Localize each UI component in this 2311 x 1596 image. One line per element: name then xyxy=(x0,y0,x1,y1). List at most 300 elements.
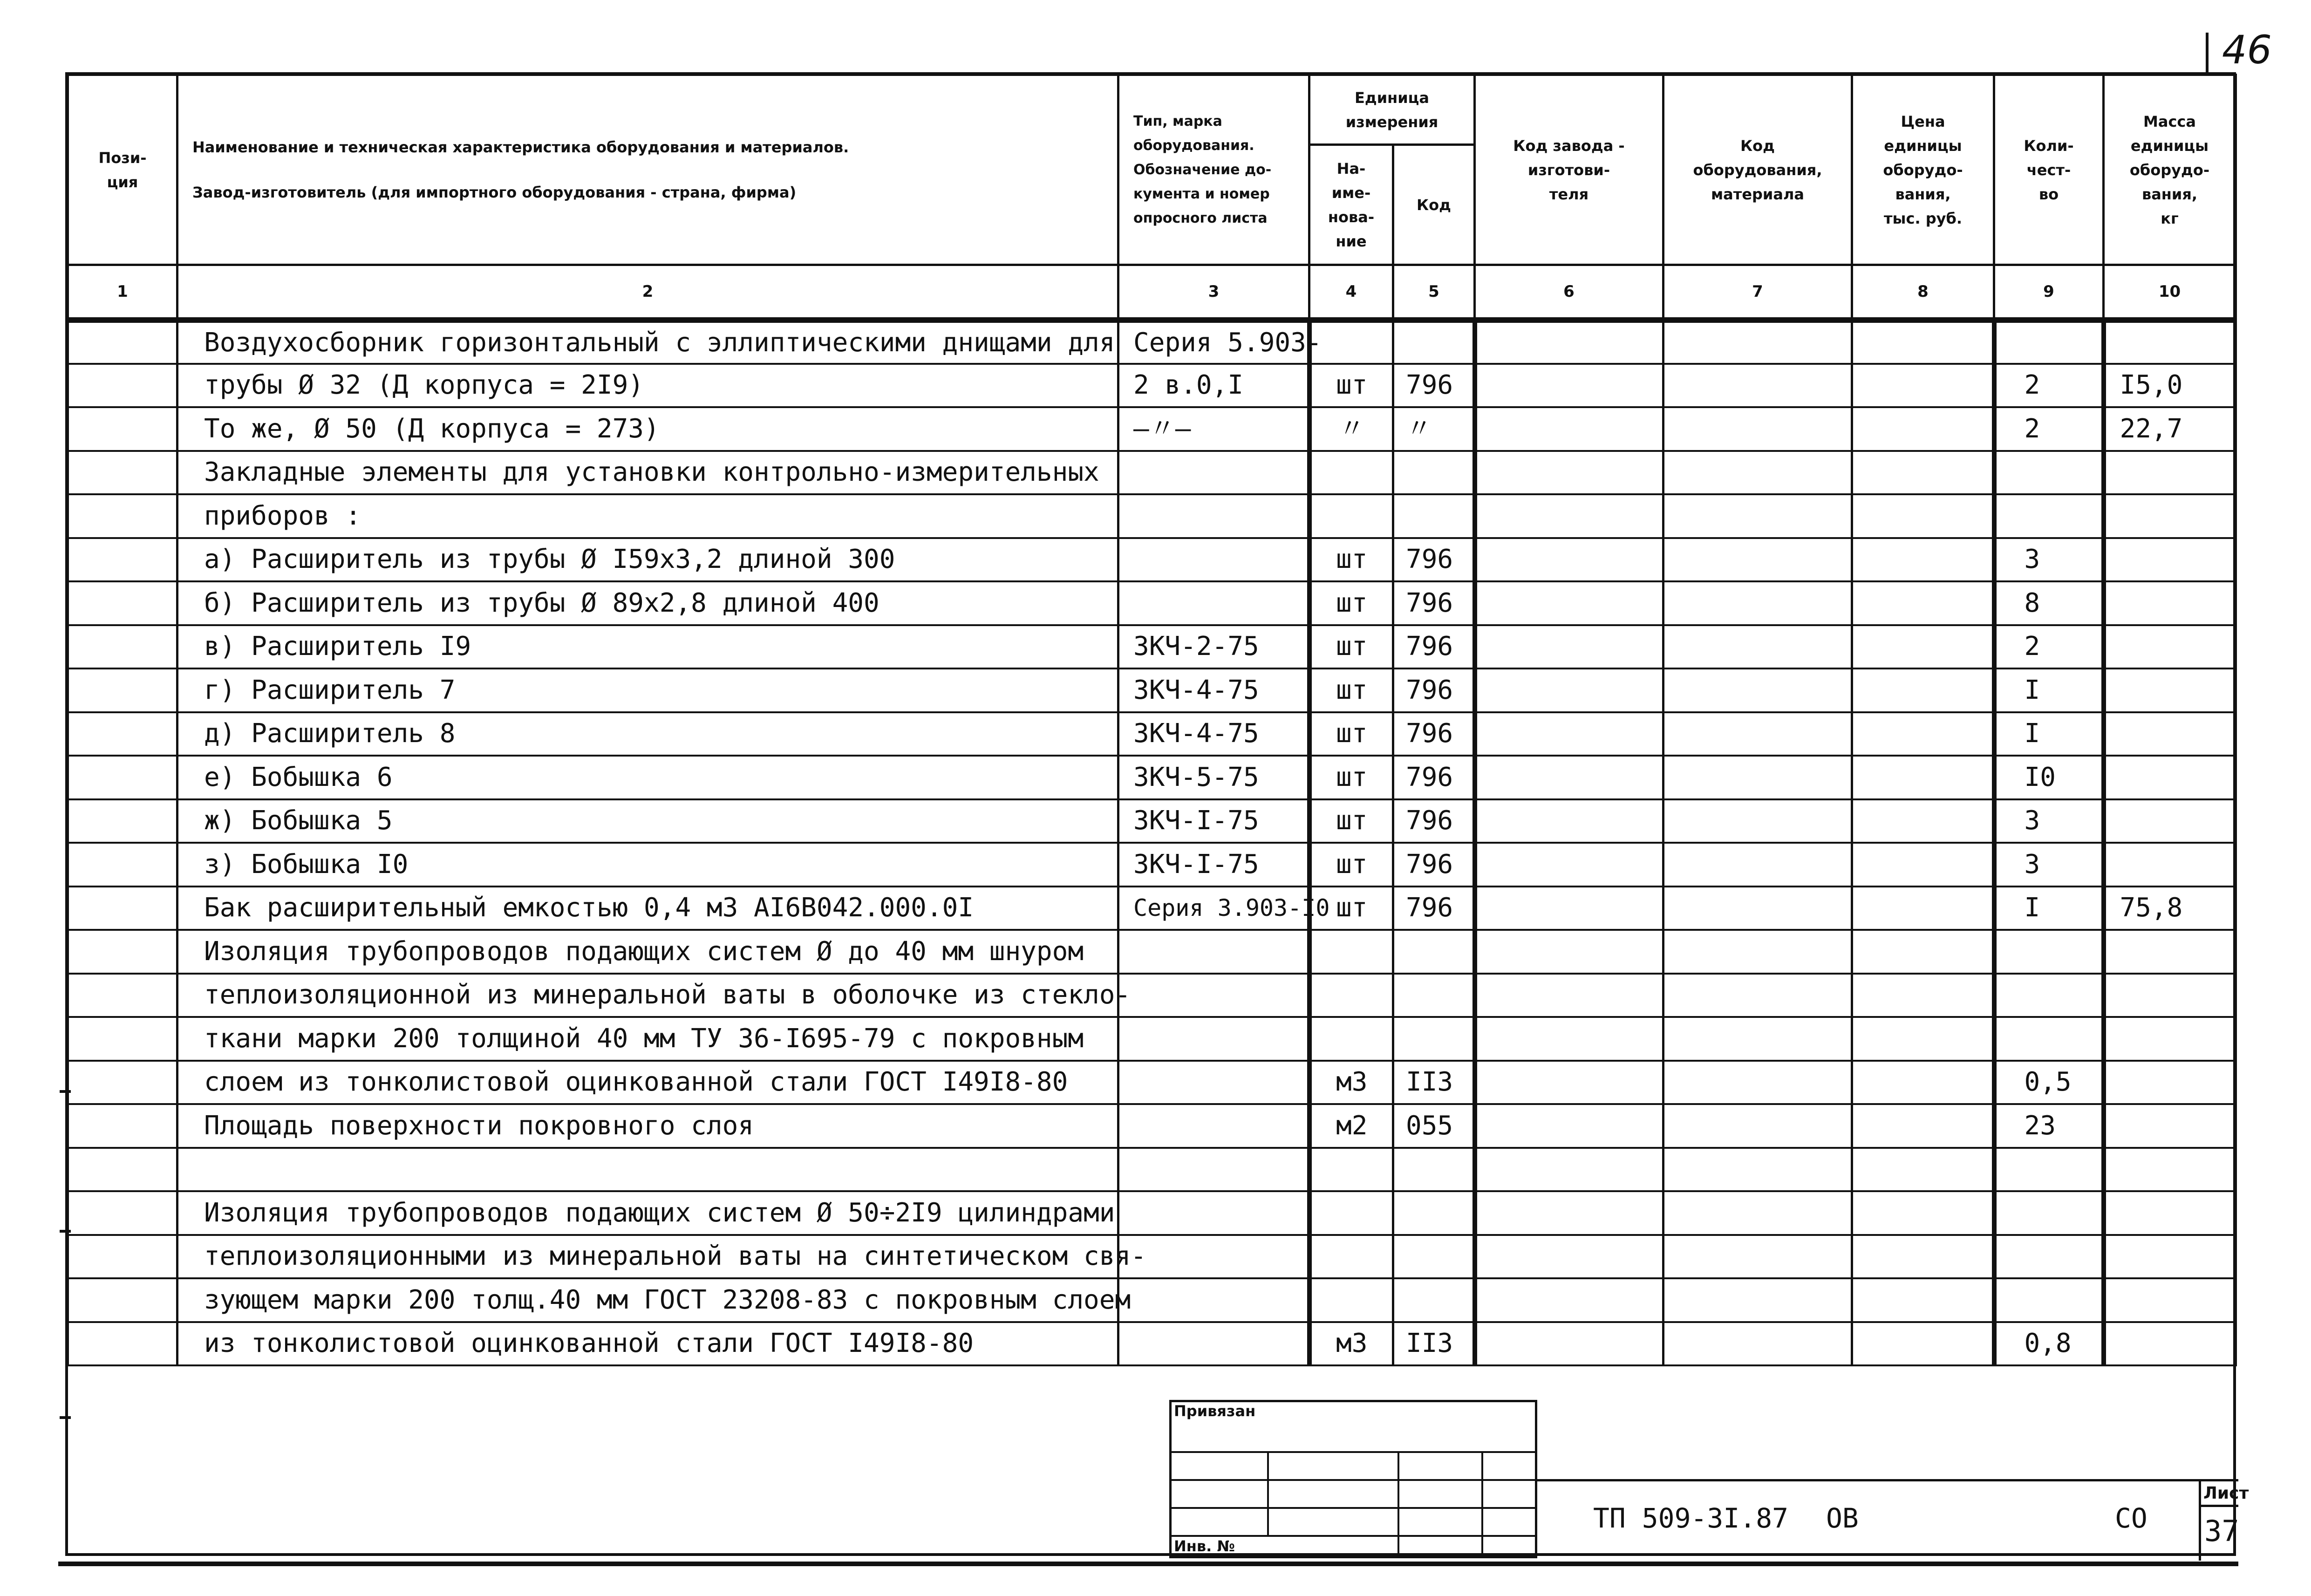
empty-cell xyxy=(1663,538,1852,582)
unit-mass xyxy=(2104,1191,2236,1235)
item-name xyxy=(177,1148,1118,1192)
empty-cell xyxy=(1663,1235,1852,1279)
item-type: ЗКЧ-I-75 xyxy=(1118,799,1309,843)
table-row xyxy=(68,494,2236,538)
item-name: е) Бобышка 6 xyxy=(177,756,1118,799)
item-type xyxy=(1118,494,1309,538)
item-type xyxy=(1118,930,1309,974)
item-type: ЗКЧ-I-75 xyxy=(1118,843,1309,887)
quantity xyxy=(1994,1017,2104,1061)
item-type xyxy=(1118,581,1309,625)
empty-cell xyxy=(68,930,177,974)
table-row xyxy=(68,799,2236,843)
empty-cell xyxy=(1852,625,1994,669)
unit-name: м2 xyxy=(1309,1104,1393,1148)
item-type xyxy=(1118,1148,1309,1192)
unit-name: шт xyxy=(1309,887,1393,930)
unit-name: м3 xyxy=(1309,1061,1393,1105)
unit-mass: 75,8 xyxy=(2104,887,2236,930)
column-number: 10 xyxy=(2104,265,2236,321)
unit-name xyxy=(1309,1148,1393,1192)
empty-cell xyxy=(68,1191,177,1235)
header-text: Масса единицы оборудо- вания, кг xyxy=(2129,112,2210,227)
item-type xyxy=(1118,1278,1309,1322)
empty-cell xyxy=(1475,1017,1663,1061)
unit-mass xyxy=(2104,1278,2236,1322)
empty-cell xyxy=(1663,451,1852,495)
header-name-line1: Наименование и техническая характеристика оборудования и материалов. xyxy=(192,138,849,156)
item-name: из тонколистовой оцинкованной стали ГОСТ I49I8-80 xyxy=(177,1322,1118,1366)
unit-code: 796 xyxy=(1393,625,1475,669)
stamp-line xyxy=(1267,1451,1269,1535)
unit-name xyxy=(1309,451,1393,495)
unit-name: шт xyxy=(1309,756,1393,799)
header-name xyxy=(177,75,1118,265)
empty-cell xyxy=(1663,712,1852,756)
empty-cell xyxy=(68,320,177,364)
quantity: I0 xyxy=(1994,756,2104,799)
header-price xyxy=(1852,75,1994,265)
unit-mass xyxy=(2104,799,2236,843)
sheet-number: 37 xyxy=(2204,1514,2239,1548)
unit-mass xyxy=(2104,494,2236,538)
header-text: Пози- ция xyxy=(98,149,147,191)
unit-code: 796 xyxy=(1393,843,1475,887)
empty-cell xyxy=(68,974,177,1017)
unit-code xyxy=(1393,1235,1475,1279)
unit-name xyxy=(1309,494,1393,538)
unit-mass xyxy=(2104,1017,2236,1061)
unit-name: шт xyxy=(1309,668,1393,712)
quantity xyxy=(1994,1278,2104,1322)
header-plant-code xyxy=(1475,75,1663,265)
unit-mass xyxy=(2104,1235,2236,1279)
unit-mass xyxy=(2104,538,2236,582)
empty-cell xyxy=(1475,712,1663,756)
column-number: 6 xyxy=(1475,265,1663,321)
table-row xyxy=(68,581,2236,625)
item-name: ж) Бобышка 5 xyxy=(177,799,1118,843)
item-type xyxy=(1118,1191,1309,1235)
unit-code: 796 xyxy=(1393,799,1475,843)
column-number: 1 xyxy=(68,265,177,321)
table-row xyxy=(68,320,2236,364)
empty-cell xyxy=(1852,1017,1994,1061)
unit-code: 796 xyxy=(1393,364,1475,408)
table-row xyxy=(68,1061,2236,1105)
unit-mass: I5,0 xyxy=(2104,364,2236,408)
unit-mass xyxy=(2104,581,2236,625)
unit-code: 〃 xyxy=(1393,407,1475,451)
quantity xyxy=(1994,930,2104,974)
empty-cell xyxy=(68,407,177,451)
quantity xyxy=(1994,974,2104,1017)
empty-cell xyxy=(1475,1061,1663,1105)
table-row xyxy=(68,887,2236,930)
column-number: 7 xyxy=(1663,265,1852,321)
unit-mass xyxy=(2104,451,2236,495)
header-equipment-code xyxy=(1663,75,1852,265)
empty-cell xyxy=(68,538,177,582)
item-type xyxy=(1118,1322,1309,1366)
empty-cell xyxy=(1475,364,1663,408)
unit-code: 796 xyxy=(1393,887,1475,930)
header-text: Цена единицы оборудо- вания, тыс. руб. xyxy=(1883,112,1963,227)
unit-mass xyxy=(2104,625,2236,669)
empty-cell xyxy=(1475,668,1663,712)
column-number-row xyxy=(68,265,2236,321)
header-text: Единица измерения xyxy=(1345,89,1438,131)
item-name: Площадь поверхности покровного слоя xyxy=(177,1104,1118,1148)
table-row xyxy=(68,1322,2236,1366)
item-type: 2 в.0,I xyxy=(1118,364,1309,408)
specification-table xyxy=(67,74,2237,1366)
empty-cell xyxy=(1475,407,1663,451)
unit-mass xyxy=(2104,1148,2236,1192)
unit-code: 796 xyxy=(1393,668,1475,712)
table-row xyxy=(68,1191,2236,1235)
unit-mass xyxy=(2104,1322,2236,1366)
item-type xyxy=(1118,974,1309,1017)
empty-cell xyxy=(1852,668,1994,712)
empty-cell xyxy=(68,364,177,408)
unit-code xyxy=(1393,974,1475,1017)
empty-cell xyxy=(68,668,177,712)
unit-code: II3 xyxy=(1393,1061,1475,1105)
empty-cell xyxy=(68,581,177,625)
item-name: Изоляция трубопроводов подающих систем Ø до 40 мм шнуром xyxy=(177,930,1118,974)
unit-code xyxy=(1393,1278,1475,1322)
unit-name: шт xyxy=(1309,625,1393,669)
header-name-line2: Завод-изготовитель (для импортного оборудования - страна, фирма) xyxy=(192,184,797,201)
table-row xyxy=(68,1017,2236,1061)
table-row xyxy=(68,1104,2236,1148)
empty-cell xyxy=(68,1322,177,1366)
item-type: ЗКЧ-2-75 xyxy=(1118,625,1309,669)
empty-cell xyxy=(1663,887,1852,930)
bottom-rule xyxy=(58,1562,2238,1566)
empty-cell xyxy=(1852,1278,1994,1322)
unit-name: шт xyxy=(1309,538,1393,582)
header-text: Тип, марка оборудования. Обозначение до- кумента и номер опросного листа xyxy=(1133,113,1272,226)
unit-mass: 22,7 xyxy=(2104,407,2236,451)
unit-mass xyxy=(2104,974,2236,1017)
empty-cell xyxy=(1475,451,1663,495)
empty-cell xyxy=(1663,1017,1852,1061)
quantity: 2 xyxy=(1994,407,2104,451)
unit-mass xyxy=(2104,320,2236,364)
unit-name xyxy=(1309,1235,1393,1279)
unit-code xyxy=(1393,1191,1475,1235)
unit-name: м3 xyxy=(1309,1322,1393,1366)
empty-cell xyxy=(1663,1322,1852,1366)
empty-cell xyxy=(1852,581,1994,625)
header-text: Коли- чест- во xyxy=(2024,136,2074,203)
unit-name: шт xyxy=(1309,364,1393,408)
unit-code xyxy=(1393,494,1475,538)
quantity xyxy=(1994,1191,2104,1235)
item-name: Воздухосборник горизонтальный с эллиптическими днищами для xyxy=(177,320,1118,364)
quantity xyxy=(1994,494,2104,538)
empty-cell xyxy=(1663,756,1852,799)
empty-cell xyxy=(1475,1278,1663,1322)
unit-name: шт xyxy=(1309,799,1393,843)
empty-cell xyxy=(1852,1104,1994,1148)
item-type: ЗКЧ-5-75 xyxy=(1118,756,1309,799)
stamp-line xyxy=(1398,1451,1399,1558)
item-type xyxy=(1118,1235,1309,1279)
header-text: На- име- нова- ние xyxy=(1328,159,1375,250)
edge-tick xyxy=(60,1416,71,1419)
quantity xyxy=(1994,1235,2104,1279)
empty-cell xyxy=(1475,1148,1663,1192)
header-text: Код xyxy=(1417,196,1451,214)
document-section: СО xyxy=(2115,1502,2147,1534)
item-type: Серия 5.903- xyxy=(1118,320,1309,364)
empty-cell xyxy=(1852,1191,1994,1235)
empty-cell xyxy=(1663,320,1852,364)
item-type: ЗКЧ-4-75 xyxy=(1118,668,1309,712)
column-number: 4 xyxy=(1309,265,1393,321)
quantity: 0,8 xyxy=(1994,1322,2104,1366)
item-name: Бак расширительный емкостью 0,4 м3 АI6В042.000.0I xyxy=(177,887,1118,930)
empty-cell xyxy=(1663,974,1852,1017)
document-mark: ОВ xyxy=(1826,1502,1859,1534)
empty-cell xyxy=(68,887,177,930)
unit-name xyxy=(1309,974,1393,1017)
item-name: зующем марки 200 толщ.40 мм ГОСТ 23208-83 с покровным слоем xyxy=(177,1278,1118,1322)
unit-name xyxy=(1309,1278,1393,1322)
empty-cell xyxy=(1852,494,1994,538)
empty-cell xyxy=(1663,364,1852,408)
item-name: з) Бобышка I0 xyxy=(177,843,1118,887)
attached-label: Привязан xyxy=(1174,1402,1256,1420)
table-row xyxy=(68,625,2236,669)
empty-cell xyxy=(1663,1148,1852,1192)
empty-cell xyxy=(1475,843,1663,887)
empty-cell xyxy=(1852,320,1994,364)
table-row xyxy=(68,407,2236,451)
item-type: ЗКЧ-4-75 xyxy=(1118,712,1309,756)
quantity: 3 xyxy=(1994,538,2104,582)
quantity: 3 xyxy=(1994,799,2104,843)
empty-cell xyxy=(1663,407,1852,451)
unit-mass xyxy=(2104,1104,2236,1148)
empty-cell xyxy=(1663,668,1852,712)
header-type xyxy=(1118,75,1309,265)
empty-cell xyxy=(68,799,177,843)
item-name: а) Расширитель из трубы Ø I59x3,2 длиной 300 xyxy=(177,538,1118,582)
quantity: 2 xyxy=(1994,625,2104,669)
quantity: 8 xyxy=(1994,581,2104,625)
empty-cell xyxy=(1475,1322,1663,1366)
inventory-label: Инв. № xyxy=(1174,1537,1235,1555)
empty-cell xyxy=(1663,1061,1852,1105)
corner-mark xyxy=(2206,33,2209,75)
table-row xyxy=(68,1148,2236,1192)
empty-cell xyxy=(1852,407,1994,451)
table-row xyxy=(68,756,2236,799)
item-name: трубы Ø 32 (Д корпуса = 2I9) xyxy=(177,364,1118,408)
item-name: ткани марки 200 толщиной 40 мм ТУ 36-I695-79 с покровным xyxy=(177,1017,1118,1061)
sheet-label: Лист xyxy=(2203,1484,2249,1503)
unit-name xyxy=(1309,1191,1393,1235)
item-type: —〃— xyxy=(1118,407,1309,451)
empty-cell xyxy=(1852,799,1994,843)
corner-sheet-number: 46 xyxy=(2222,27,2272,73)
empty-cell xyxy=(1663,1278,1852,1322)
empty-cell xyxy=(1663,494,1852,538)
table-row xyxy=(68,538,2236,582)
table-row xyxy=(68,930,2236,974)
stamp-line xyxy=(1481,1451,1483,1558)
column-number: 9 xyxy=(1994,265,2104,321)
item-type xyxy=(1118,1104,1309,1148)
empty-cell xyxy=(1475,1191,1663,1235)
column-number: 2 xyxy=(177,265,1118,321)
table-row xyxy=(68,668,2236,712)
empty-cell xyxy=(1663,1104,1852,1148)
unit-name xyxy=(1309,1017,1393,1061)
empty-cell xyxy=(1852,1061,1994,1105)
item-name: То же, Ø 50 (Д корпуса = 273) xyxy=(177,407,1118,451)
header-mass xyxy=(2104,75,2236,265)
header-quantity xyxy=(1994,75,2104,265)
empty-cell xyxy=(1663,1191,1852,1235)
empty-cell xyxy=(1475,494,1663,538)
empty-cell xyxy=(68,494,177,538)
header-unit-name xyxy=(1309,145,1393,265)
unit-code: 796 xyxy=(1393,581,1475,625)
empty-cell xyxy=(1663,581,1852,625)
header-text: Код завода - изготови- теля xyxy=(1513,136,1625,203)
header-position xyxy=(68,75,177,265)
empty-cell xyxy=(1663,930,1852,974)
item-name: слоем из тонколистовой оцинкованной стали ГОСТ I49I8-80 xyxy=(177,1061,1118,1105)
unit-mass xyxy=(2104,668,2236,712)
item-name: г) Расширитель 7 xyxy=(177,668,1118,712)
empty-cell xyxy=(68,451,177,495)
item-name: д) Расширитель 8 xyxy=(177,712,1118,756)
item-name: Закладные элементы для установки контрольно-измерительных xyxy=(177,451,1118,495)
table-row xyxy=(68,1235,2236,1279)
quantity: I xyxy=(1994,712,2104,756)
item-name: Изоляция трубопроводов подающих систем Ø 50÷2I9 цилиндрами xyxy=(177,1191,1118,1235)
empty-cell xyxy=(1852,843,1994,887)
column-number: 8 xyxy=(1852,265,1994,321)
empty-cell xyxy=(68,1061,177,1105)
empty-cell xyxy=(1475,581,1663,625)
item-type xyxy=(1118,451,1309,495)
unit-mass xyxy=(2104,756,2236,799)
document-code: ТП 509-3I.87 xyxy=(1593,1502,1789,1534)
empty-cell xyxy=(1475,930,1663,974)
column-number: 3 xyxy=(1118,265,1309,321)
empty-cell xyxy=(1852,974,1994,1017)
unit-name: шт xyxy=(1309,843,1393,887)
empty-cell xyxy=(1475,887,1663,930)
item-name: б) Расширитель из трубы Ø 89x2,8 длиной 400 xyxy=(177,581,1118,625)
empty-cell xyxy=(1475,320,1663,364)
empty-cell xyxy=(1475,1235,1663,1279)
empty-cell xyxy=(1475,1104,1663,1148)
empty-cell xyxy=(1852,451,1994,495)
empty-cell xyxy=(68,712,177,756)
empty-cell xyxy=(68,756,177,799)
empty-cell xyxy=(1663,799,1852,843)
item-type xyxy=(1118,538,1309,582)
table-row xyxy=(68,843,2236,887)
item-name: теплоизоляционными из минеральной ваты на синтетическом свя- xyxy=(177,1235,1118,1279)
table-row xyxy=(68,712,2236,756)
empty-cell xyxy=(68,1148,177,1192)
empty-cell xyxy=(1852,930,1994,974)
table-row xyxy=(68,364,2236,408)
unit-mass xyxy=(2104,1061,2236,1105)
item-type xyxy=(1118,1017,1309,1061)
item-type xyxy=(1118,1061,1309,1105)
table-row xyxy=(68,974,2236,1017)
item-type: Серия 3.903-I0 xyxy=(1118,887,1309,930)
quantity: 2 xyxy=(1994,364,2104,408)
unit-name: 〃 xyxy=(1309,407,1393,451)
unit-code: II3 xyxy=(1393,1322,1475,1366)
empty-cell xyxy=(1663,625,1852,669)
empty-cell xyxy=(1852,1322,1994,1366)
table-row xyxy=(68,1278,2236,1322)
quantity: 0,5 xyxy=(1994,1061,2104,1105)
unit-code: 796 xyxy=(1393,756,1475,799)
quantity xyxy=(1994,1148,2104,1192)
table-row xyxy=(68,451,2236,495)
item-name: теплоизоляционной из минеральной ваты в оболочке из стекло- xyxy=(177,974,1118,1017)
empty-cell xyxy=(1852,712,1994,756)
empty-cell xyxy=(1852,538,1994,582)
empty-cell xyxy=(1475,974,1663,1017)
unit-code: 796 xyxy=(1393,538,1475,582)
title-block-top-line xyxy=(1537,1479,2238,1481)
item-name: приборов : xyxy=(177,494,1118,538)
sheet-box-divider xyxy=(2199,1505,2238,1507)
quantity xyxy=(1994,320,2104,364)
unit-mass xyxy=(2104,843,2236,887)
empty-cell xyxy=(1475,538,1663,582)
empty-cell xyxy=(68,1278,177,1322)
unit-code: 055 xyxy=(1393,1104,1475,1148)
header-unit-group xyxy=(1309,75,1475,145)
empty-cell xyxy=(1852,364,1994,408)
empty-cell xyxy=(1663,843,1852,887)
empty-cell xyxy=(1852,756,1994,799)
unit-code: 796 xyxy=(1393,712,1475,756)
empty-cell xyxy=(1475,799,1663,843)
empty-cell xyxy=(68,1235,177,1279)
unit-name xyxy=(1309,930,1393,974)
unit-code xyxy=(1393,451,1475,495)
unit-code xyxy=(1393,1148,1475,1192)
unit-name: шт xyxy=(1309,712,1393,756)
unit-mass xyxy=(2104,930,2236,974)
empty-cell xyxy=(1852,887,1994,930)
unit-name: шт xyxy=(1309,581,1393,625)
empty-cell xyxy=(68,1104,177,1148)
unit-code xyxy=(1393,320,1475,364)
empty-cell xyxy=(1852,1235,1994,1279)
header-text: Код оборудования, материала xyxy=(1693,136,1822,203)
empty-cell xyxy=(1475,756,1663,799)
quantity xyxy=(1994,451,2104,495)
quantity: 23 xyxy=(1994,1104,2104,1148)
